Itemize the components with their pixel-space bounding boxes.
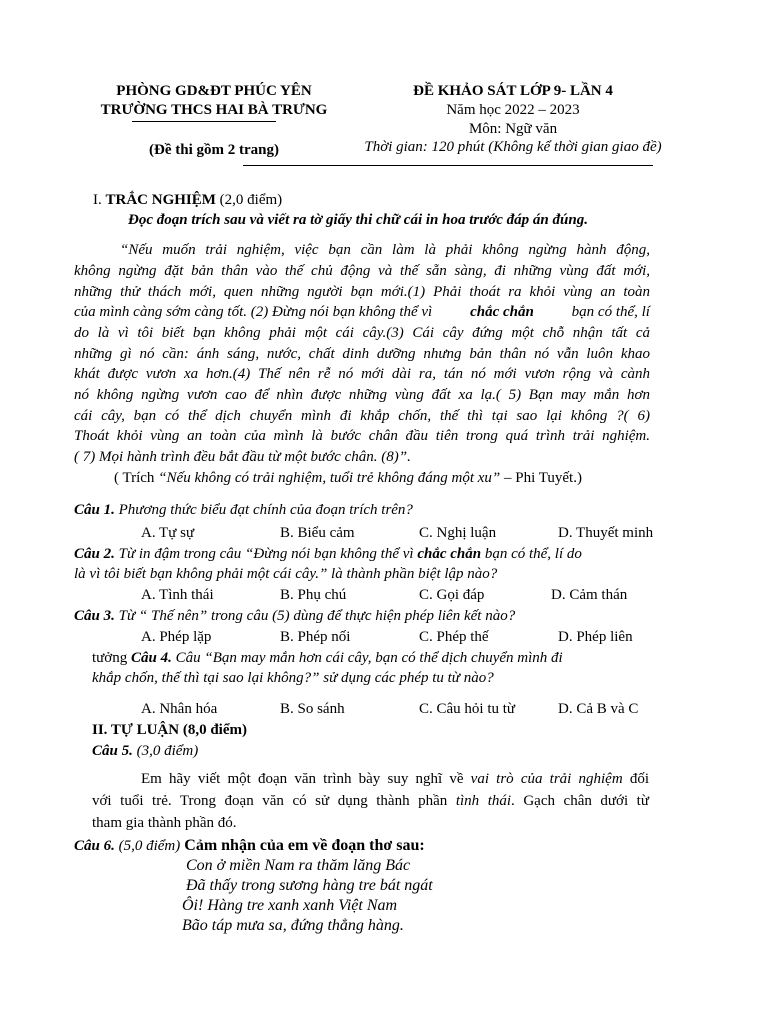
q2-label: Câu 2. bbox=[74, 546, 115, 562]
passage-line-4 bbox=[74, 304, 650, 321]
q4-option-c: C. Câu hỏi tu từ bbox=[419, 701, 516, 717]
q5-line-1-b: đối bbox=[622, 771, 649, 787]
q1-option-b: B. Biểu cảm bbox=[280, 525, 355, 541]
source-author: – Phi Tuyết.) bbox=[500, 470, 582, 486]
question-1 bbox=[74, 502, 413, 519]
poem-line-1: Con ở miền Nam ra thăm lăng Bác bbox=[186, 857, 411, 874]
q2-text-2: bạn có thể, lí do bbox=[481, 546, 582, 562]
passage-line-6: những gì nó cần: ánh sáng, nước, chất dinh dưỡng nhưng bản thân nó vẫn luôn khao bbox=[74, 346, 650, 362]
question-5-header bbox=[92, 743, 198, 760]
part1-title: TRẮC NGHIỆM bbox=[105, 192, 216, 208]
source-title: “Nếu không có trải nghiệm, tuổi trẻ không đáng một xu” bbox=[158, 470, 501, 486]
q5-line-2-a: với tuổi trẻ. Trong đoạn văn có sử dụng thành phần bbox=[92, 793, 456, 809]
q3-option-a: A. Phép lặp bbox=[141, 629, 212, 645]
q4-option-a: A. Nhân hóa bbox=[141, 701, 218, 717]
q1-text: Phương thức biểu đạt chính của đoạn trích trên? bbox=[114, 502, 413, 518]
q2-option-c: C. Gọi đáp bbox=[419, 587, 485, 603]
q4-option-d: D. Cả B và C bbox=[558, 701, 639, 717]
passage-line-3: những thử thách mới, quen những người bạn mới.(1) Phải thoát ra khỏi vùng an toàn bbox=[74, 284, 650, 300]
header-divider bbox=[243, 165, 653, 166]
q2-option-d: D. Cảm thán bbox=[551, 587, 628, 603]
q1-label: Câu 1. bbox=[74, 502, 115, 518]
q5-points: (3,0 điểm) bbox=[132, 743, 199, 759]
q3-text: Từ “ Thế nên” trong câu (5) dùng để thực hiện phép liên kết nào? bbox=[114, 608, 516, 624]
poem-line-3: Ôi! Hàng tre xanh xanh Việt Nam bbox=[182, 897, 398, 914]
q6-prompt: Cảm nhận của em về đoạn thơ sau: bbox=[180, 837, 425, 854]
q2-text-1: Từ in đậm trong câu “Đừng nói bạn không thể vì bbox=[114, 546, 418, 562]
question-2 bbox=[74, 546, 582, 563]
q2-option-b: B. Phụ chú bbox=[280, 587, 347, 603]
q1-option-a: A. Tự sự bbox=[141, 525, 195, 541]
part1-instruction: Đọc đoạn trích sau và viết ra tờ giấy thi chữ cái in hoa trước đáp án đúng. bbox=[128, 212, 588, 228]
header-left-underline bbox=[132, 121, 276, 122]
passage-line-10: Thoát khỏi vùng an toàn của mình là bước chân đầu tiên trong quá trình trải nghiệm. bbox=[74, 428, 650, 444]
q1-option-d: D. Thuyết minh bbox=[558, 525, 654, 541]
q4-option-b: B. So sánh bbox=[280, 701, 345, 717]
passage-bold-phrase: chắc chắn bbox=[470, 304, 534, 320]
part1-prefix: I. bbox=[93, 192, 106, 208]
q3-option-c: C. Phép thế bbox=[419, 629, 489, 645]
q5-line-1-a: Em hãy viết một đoạn văn trình bày suy nghĩ về bbox=[141, 771, 471, 787]
passage-line-1: “Nếu muốn trải nghiệm, việc bạn cần làm là phải không ngừng hành động, bbox=[120, 242, 650, 258]
school-year: Năm học 2022 – 2023 bbox=[446, 102, 580, 118]
part1-heading bbox=[93, 192, 282, 209]
q2-line-2: là vì tôi biết bạn không phải một cái cây.” là thành phần biệt lập nào? bbox=[74, 566, 498, 582]
q3-option-d: D. Phép liên bbox=[558, 629, 633, 645]
passage-line-9: cái cây, bạn có thể dịch chuyển mình đi khắp chốn, thế thì tại sao lại không ?( 6) bbox=[74, 408, 650, 424]
q5-line-2 bbox=[92, 793, 649, 810]
q4-line-2: khắp chốn, thế thì tại sao lại không?” sử dụng các phép tu từ nào? bbox=[92, 670, 494, 686]
part2-heading: II. TỰ LUẬN (8,0 điểm) bbox=[92, 722, 248, 738]
poem-line-4: Bão táp mưa sa, đứng thẳng hàng. bbox=[182, 917, 404, 934]
q3-option-d-wrap: tưởng bbox=[92, 650, 131, 666]
question-6 bbox=[74, 837, 425, 855]
q1-option-c: C. Nghị luận bbox=[419, 525, 497, 541]
q6-points: (5,0 điểm) bbox=[114, 838, 181, 854]
source-prefix: ( Trích bbox=[114, 470, 159, 486]
poem-line-2: Đã thấy trong sương hàng tre bát ngát bbox=[186, 877, 433, 894]
q6-label: Câu 6. bbox=[74, 838, 115, 854]
passage-line-7: khát được vươn xa hơn.(4) Thế nên rễ nó mới dài ra, tán nó mới vươn rộng và cành bbox=[74, 366, 650, 382]
q5-line-2-b: . Gạch chân dưới từ bbox=[511, 793, 649, 809]
q5-line-2-italic: tình thái bbox=[455, 793, 512, 809]
pages-note: (Đề thi gồm 2 trang) bbox=[149, 142, 279, 158]
exam-time: Thời gian: 120 phút (Không kể thời gian giao đề) bbox=[364, 139, 662, 155]
q5-line-1 bbox=[141, 771, 649, 788]
passage-line-5: do là vì tôi biết bạn không phải một cái cây.(3) Cái cây đứng một chỗ nhận tất cả bbox=[74, 325, 650, 341]
question-4 bbox=[92, 650, 563, 667]
exam-title: ĐỀ KHẢO SÁT LỚP 9- LẦN 4 bbox=[413, 83, 613, 99]
question-3 bbox=[74, 608, 515, 625]
part1-points: (2,0 điểm) bbox=[215, 192, 283, 208]
passage-line-4-a: của mình càng sớm càng tốt. (2) Đừng nói bạn không thể vì bbox=[74, 304, 433, 320]
subject: Môn: Ngữ văn bbox=[468, 121, 558, 137]
q5-label: Câu 5. bbox=[92, 743, 133, 759]
q2-option-a: A. Tình thái bbox=[141, 587, 214, 603]
school-name: TRƯỜNG THCS HAI BÀ TRƯNG bbox=[100, 102, 328, 118]
q5-line-1-italic: vai trò của trải nghiệm bbox=[470, 771, 623, 787]
passage-line-11: ( 7) Mọi hành trình đều bắt đầu từ một bước chân. (8)”. bbox=[74, 449, 411, 465]
q4-label: Câu 4. bbox=[130, 650, 172, 666]
q2-bold-word: chắc chắn bbox=[417, 546, 482, 562]
passage-line-4-b: bạn có thể, lí bbox=[571, 304, 650, 320]
q3-option-b: B. Phép nối bbox=[280, 629, 351, 645]
q4-text-1: Câu “Bạn may mắn hơn cái cây, bạn có thể dịch chuyển mình đi bbox=[171, 650, 563, 666]
passage-source bbox=[114, 470, 582, 487]
passage-line-2: không ngừng đặt bản thân vào thế chủ động và thế sẵn sàng, đi những vùng đất mới, bbox=[74, 263, 650, 279]
q3-label: Câu 3. bbox=[74, 608, 115, 624]
passage-line-8: nó không ngừng vươn cao để nhìn được những vùng đất xa lạ.( 5) Bạn may mắn hơn bbox=[74, 387, 650, 403]
department-name: PHÒNG GD&ĐT PHÚC YÊN bbox=[116, 83, 312, 99]
q5-line-3: tham gia thành phần đó. bbox=[92, 815, 237, 831]
